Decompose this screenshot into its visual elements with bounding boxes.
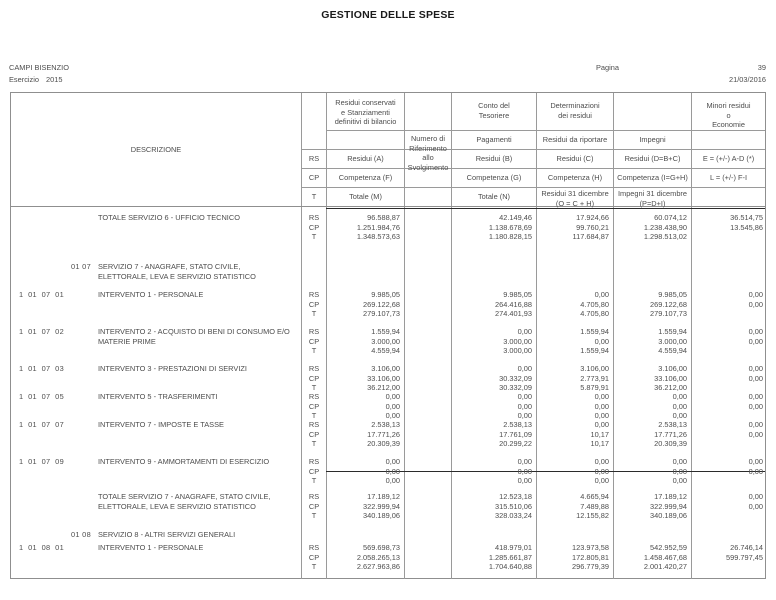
row-value-d: 0,00 [672, 466, 687, 476]
row-type-label: CP [308, 299, 320, 309]
row-value-c: 0,00 [594, 401, 609, 411]
table-header [11, 93, 765, 207]
row-value-c: 0,00 [594, 411, 609, 421]
row-value-d: 0,00 [672, 476, 687, 486]
row-value-b: 0,00 [517, 457, 532, 466]
row-value-a: 96.588,87 [367, 213, 400, 222]
row-value-e: 0,00 [748, 336, 763, 346]
row-value-a: 2.627.963,86 [356, 562, 400, 572]
row-type-label: CP [308, 552, 320, 562]
row-value-b: 418.979,01 [495, 543, 532, 552]
row-value-d: 1.458.467,68 [643, 552, 687, 562]
row-type-label: RS [308, 420, 320, 429]
row-value-a: 20.309,39 [367, 439, 400, 449]
row-value-e: 599.797,45 [726, 552, 763, 562]
row-value-d: 542.952,59 [650, 543, 687, 552]
header-numero-riferimento: Numero di Riferimento allo Svolgimento [407, 134, 449, 172]
row-value-b: 1.704.640,88 [488, 562, 532, 572]
row-type-label: T [311, 346, 317, 356]
row-value-c: 99.760,21 [576, 222, 609, 232]
row-value-a: 0,00 [385, 401, 400, 411]
row-code: 1 01 07 05 [19, 392, 64, 401]
row-value-b: 2.538,13 [503, 420, 532, 429]
row-value-a: 2.538,13 [371, 420, 400, 429]
row-type-label: RS [308, 327, 320, 336]
row-value-c: 5.879,91 [580, 383, 609, 393]
row-value-d: 17.189,12 [654, 492, 687, 501]
row-value-a: 17.189,12 [367, 492, 400, 501]
header-cp: CP [308, 172, 320, 182]
row-value-d: 2.001.420,27 [643, 562, 687, 572]
row-value-a: 569.698,73 [363, 543, 400, 552]
header-impegni-31-dicembre: Impegni 31 dicembre (P=D+I) [617, 189, 688, 208]
header-residui-31-dicembre: Residui 31 dicembre (O = C + H) [541, 189, 609, 208]
row-value-a: 0,00 [385, 457, 400, 466]
pagina-value: 39 [757, 63, 766, 72]
row-value-c: 0,00 [594, 392, 609, 401]
row-value-a: 1.348.573,63 [356, 232, 400, 242]
row-value-a: 1.559,94 [371, 327, 400, 336]
row-description: ELETTORALE, LEVA E SERVIZIO STATISTICO [98, 271, 256, 281]
row-value-a: 36.212,00 [367, 383, 400, 393]
row-value-c: 7.489,88 [580, 501, 609, 511]
row-type-label: T [311, 562, 317, 572]
row-code: 1 01 07 01 [19, 290, 64, 299]
row-code: 1 01 07 03 [19, 364, 64, 373]
row-type-label: RS [308, 457, 320, 466]
row-value-c: 1.559,94 [580, 346, 609, 356]
row-value-a: 0,00 [385, 411, 400, 421]
header-conto-tesoriere-group: Conto del Tesoriere [478, 101, 510, 120]
header-pagamenti: Pagamenti [476, 134, 512, 144]
row-value-d: 0,00 [672, 411, 687, 421]
row-value-e: 0,00 [748, 290, 763, 299]
row-value-a: 340.189,06 [363, 511, 400, 521]
row-value-d: 279.107,73 [650, 309, 687, 319]
row-value-d: 269.122,68 [650, 299, 687, 309]
row-type-label: CP [308, 222, 320, 232]
row-value-e: 13.545,86 [730, 222, 763, 232]
row-value-b: 42.149,46 [499, 213, 532, 222]
row-value-a: 3.000,00 [371, 336, 400, 346]
row-value-a: 0,00 [385, 392, 400, 401]
row-code: 1 01 07 09 [19, 457, 64, 466]
row-type-label: T [311, 476, 317, 486]
row-value-c: 123.973,58 [572, 543, 609, 552]
row-value-b: 20.299,22 [499, 439, 532, 449]
esercizio-label: Esercizio [9, 74, 39, 84]
row-code: 01 07 [71, 262, 91, 271]
total-rule-servizio6 [326, 208, 765, 209]
row-value-d: 0,00 [672, 457, 687, 466]
row-description: INTERVENTO 9 - AMMORTAMENTI DI ESERCIZIO [98, 457, 270, 466]
row-type-label: RS [308, 364, 320, 373]
row-value-b: 0,00 [517, 327, 532, 336]
row-value-c: 172.805,81 [572, 552, 609, 562]
row-value-a: 4.559,94 [371, 346, 400, 356]
row-value-c: 0,00 [594, 290, 609, 299]
row-value-e: 0,00 [748, 420, 763, 429]
row-description: TOTALE SERVIZIO 7 - ANAGRAFE, STATO CIVILE, [98, 492, 271, 501]
row-description: INTERVENTO 2 - ACQUISTO DI BENI DI CONSUMO E/O [98, 327, 290, 336]
row-value-b: 9.985,05 [503, 290, 532, 299]
pagina-row [596, 62, 766, 74]
row-code: 1 01 07 02 [19, 327, 64, 336]
row-type-label: RS [308, 213, 320, 222]
row-value-c: 117.684,87 [572, 232, 609, 242]
row-type-label: T [311, 439, 317, 449]
spese-table [10, 92, 766, 579]
header-t: T [311, 192, 317, 202]
row-code: 1 01 07 07 [19, 420, 64, 429]
row-value-e: 0,00 [748, 492, 763, 501]
row-value-c: 0,00 [594, 457, 609, 466]
header-colonna-l: L = (+/-) F-I [709, 172, 748, 182]
row-value-a: 9.985,05 [371, 290, 400, 299]
header-totale-m: Totale (M) [349, 192, 382, 202]
row-value-e: 0,00 [748, 373, 763, 383]
row-value-b: 0,00 [517, 411, 532, 421]
row-type-label: CP [308, 429, 320, 439]
row-value-b: 1.138.678,69 [488, 222, 532, 232]
row-value-e: 26.746,14 [730, 543, 763, 552]
header-residui-conservati-group: Residui conservati e Stanziamenti definitivi di bilancio [334, 98, 397, 127]
header-competenza-g: Competenza (G) [466, 172, 522, 182]
pagina-label: Pagina [596, 63, 620, 72]
header-residui-c: Residui (C) [556, 153, 594, 163]
row-value-e: 0,00 [748, 501, 763, 511]
header-residui-d: Residui (D=B+C) [624, 153, 681, 163]
row-value-d: 1.238.438,90 [643, 222, 687, 232]
row-value-b: 0,00 [517, 364, 532, 373]
esercizio-row [9, 74, 69, 86]
header-competenza-h: Competenza (H) [547, 172, 603, 182]
row-value-a: 322.999,94 [363, 501, 400, 511]
row-value-b: 30.332,09 [499, 383, 532, 393]
row-type-label: CP [308, 501, 320, 511]
row-description: SERVIZIO 8 - ALTRI SERVIZI GENERALI [98, 530, 236, 539]
row-value-d: 3.106,00 [658, 364, 687, 373]
header-minori-residui-group: Minori residui o Economie [706, 101, 751, 130]
row-code: 1 01 08 01 [19, 543, 64, 552]
row-value-e: 0,00 [748, 401, 763, 411]
row-value-c: 12.155,82 [576, 511, 609, 521]
row-description: TOTALE SERVIZIO 6 - UFFICIO TECNICO [98, 213, 240, 222]
header-residui-b: Residui (B) [475, 153, 513, 163]
row-type-label: RS [308, 492, 320, 501]
header-totale-n: Totale (N) [477, 192, 511, 202]
row-value-c: 0,00 [594, 336, 609, 346]
row-value-c: 2.773,91 [580, 373, 609, 383]
header-colonna-e: E = (+/-) A-D (*) [702, 153, 755, 163]
header-competenza-i: Competenza (I=G+H) [617, 172, 688, 182]
row-value-e: 0,00 [748, 299, 763, 309]
header-descrizione: DESCRIZIONE [130, 145, 182, 155]
row-value-b: 274.401,93 [495, 309, 532, 319]
row-value-b: 30.332,09 [499, 373, 532, 383]
row-value-b: 0,00 [517, 401, 532, 411]
row-value-a: 3.106,00 [371, 364, 400, 373]
row-value-d: 0,00 [672, 401, 687, 411]
row-value-c: 3.106,00 [580, 364, 609, 373]
row-value-b: 328.033,24 [495, 511, 532, 521]
row-value-c: 4.665,94 [580, 492, 609, 501]
header-residui-da-riportare: Residui da riportare [542, 134, 608, 144]
row-description: INTERVENTO 5 - TRASFERIMENTI [98, 392, 218, 401]
row-description: MATERIE PRIME [98, 336, 156, 346]
row-value-b: 315.510,06 [495, 501, 532, 511]
row-value-b: 0,00 [517, 476, 532, 486]
row-value-a: 33.106,00 [367, 373, 400, 383]
row-description: INTERVENTO 7 - IMPOSTE E TASSE [98, 420, 224, 429]
row-value-c: 4.705,80 [580, 299, 609, 309]
row-type-label: T [311, 309, 317, 319]
row-value-c: 10,17 [590, 429, 609, 439]
row-value-c: 0,00 [594, 476, 609, 486]
row-type-label: T [311, 511, 317, 521]
row-value-e: 0,00 [748, 364, 763, 373]
document-meta-left [9, 62, 69, 85]
row-value-a: 279.107,73 [363, 309, 400, 319]
header-rs: RS [308, 153, 320, 163]
row-value-d: 0,00 [672, 392, 687, 401]
row-type-label: RS [308, 290, 320, 299]
row-value-d: 20.309,39 [654, 439, 687, 449]
row-description: SERVIZIO 7 - ANAGRAFE, STATO CIVILE, [98, 262, 241, 271]
row-value-d: 322.999,94 [650, 501, 687, 511]
print-date: 21/03/2016 [729, 74, 766, 84]
row-type-label: CP [308, 373, 320, 383]
row-value-a: 269.122,68 [363, 299, 400, 309]
row-value-d: 1.298.513,02 [643, 232, 687, 242]
row-value-e: 0,00 [748, 429, 763, 439]
row-type-label: T [311, 232, 317, 242]
row-value-b: 264.416,88 [495, 299, 532, 309]
row-value-b: 17.761,09 [499, 429, 532, 439]
row-value-d: 1.559,94 [658, 327, 687, 336]
row-value-c: 4.705,80 [580, 309, 609, 319]
row-type-label: T [311, 411, 317, 421]
row-type-label: CP [308, 401, 320, 411]
row-value-d: 3.000,00 [658, 336, 687, 346]
row-value-c: 10,17 [590, 439, 609, 449]
row-value-e: 0,00 [748, 466, 763, 476]
row-description: INTERVENTO 1 - PERSONALE [98, 543, 204, 552]
row-description: INTERVENTO 3 - PRESTAZIONI DI SERVIZI [98, 364, 247, 373]
row-value-b: 3.000,00 [503, 346, 532, 356]
row-value-b: 1.180.828,15 [488, 232, 532, 242]
row-value-d: 60.074,12 [654, 213, 687, 222]
document-meta-right [596, 62, 766, 85]
entity-name: CAMPI BISENZIO [9, 63, 69, 72]
row-value-c: 296.779,39 [572, 562, 609, 572]
row-value-d: 340.189,06 [650, 511, 687, 521]
row-value-d: 33.106,00 [654, 373, 687, 383]
row-value-c: 17.924,66 [576, 213, 609, 222]
esercizio-value: 2015 [45, 74, 63, 84]
header-determinazioni-group: Determinazioni dei residui [550, 101, 600, 120]
header-competenza-f: Competenza (F) [338, 172, 393, 182]
header-impegni: Impegni [639, 134, 666, 144]
row-value-c: 1.559,94 [580, 327, 609, 336]
row-value-d: 2.538,13 [658, 420, 687, 429]
row-code: 01 08 [71, 530, 91, 539]
page-title: GESTIONE DELLE SPESE [321, 9, 455, 21]
row-value-a: 2.058.265,13 [356, 552, 400, 562]
row-value-b: 12.523,18 [499, 492, 532, 501]
row-value-a: 0,00 [385, 476, 400, 486]
row-value-c: 0,00 [594, 466, 609, 476]
row-type-label: RS [308, 392, 320, 401]
row-value-d: 17.771,26 [654, 429, 687, 439]
row-value-d: 9.985,05 [658, 290, 687, 299]
header-residui-a: Residui (A) [347, 153, 384, 163]
row-value-a: 0,00 [385, 466, 400, 476]
row-value-d: 36.212,00 [654, 383, 687, 393]
row-value-c: 0,00 [594, 420, 609, 429]
row-type-label: RS [308, 543, 320, 552]
row-value-e: 0,00 [748, 327, 763, 336]
row-description: INTERVENTO 1 - PERSONALE [98, 290, 204, 299]
row-type-label: CP [308, 466, 320, 476]
row-value-b: 3.000,00 [503, 336, 532, 346]
row-value-b: 1.285.661,87 [488, 552, 532, 562]
row-type-label: T [311, 383, 317, 393]
row-value-e: 0,00 [748, 392, 763, 401]
row-value-e: 0,00 [748, 457, 763, 466]
row-value-a: 1.251.984,76 [356, 222, 400, 232]
row-type-label: CP [308, 336, 320, 346]
row-value-b: 0,00 [517, 466, 532, 476]
table-body [11, 207, 765, 579]
row-value-b: 0,00 [517, 392, 532, 401]
row-description: ELETTORALE, LEVA E SERVIZIO STATISTICO [98, 501, 256, 511]
row-value-d: 4.559,94 [658, 346, 687, 356]
row-value-a: 17.771,26 [367, 429, 400, 439]
row-value-e: 36.514,75 [730, 213, 763, 222]
